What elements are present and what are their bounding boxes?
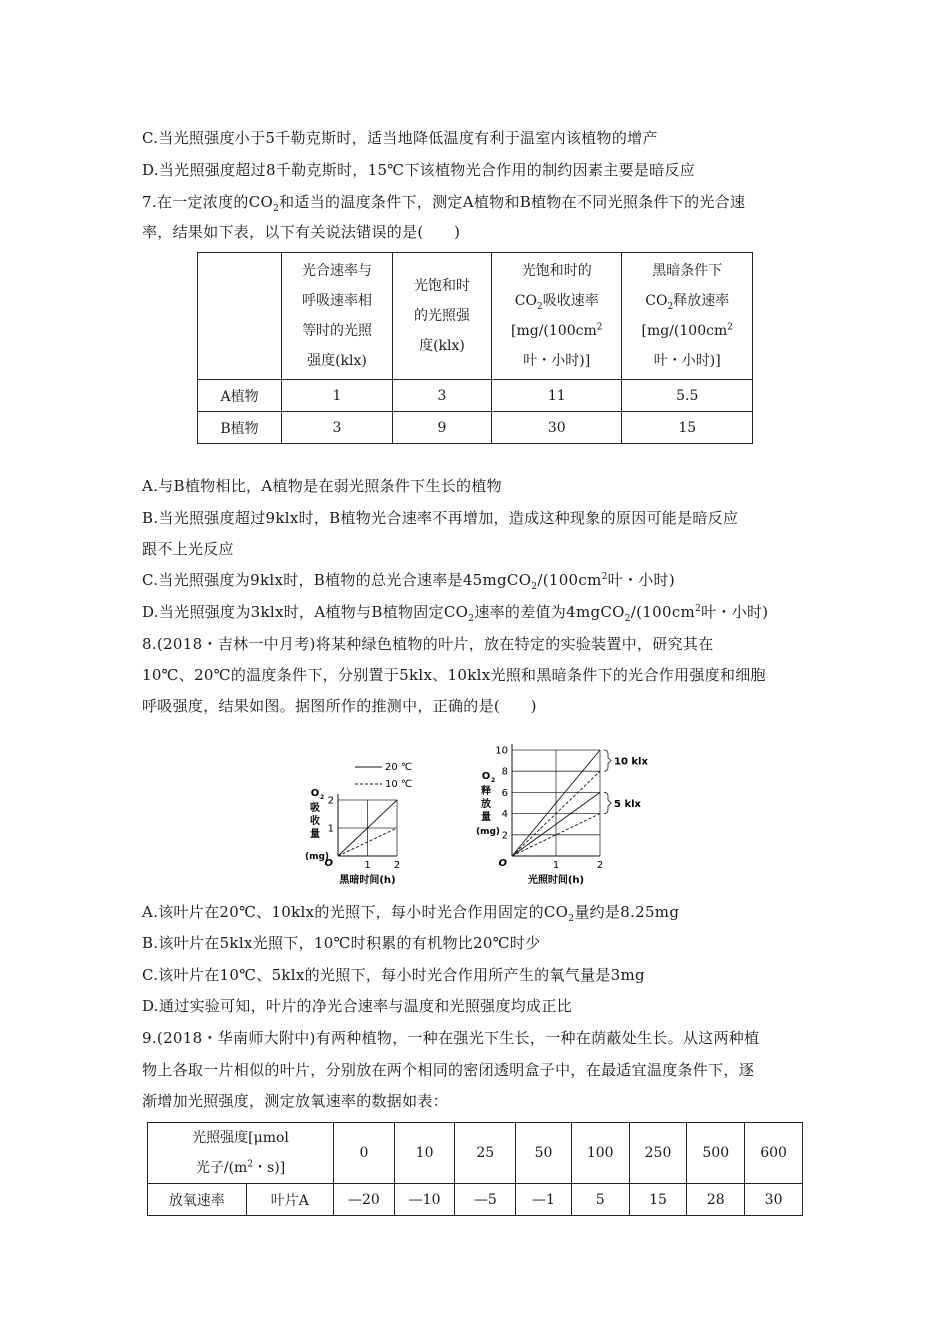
y-tick-label: 1: [327, 823, 334, 835]
light-release-chart: [470, 735, 660, 893]
q7-option-d: D.当光照强度为3klx时，A植物与B植物固定$CO_2$速率的差值为$4mgCO_2/(100cm^2$叶・小时): [142, 603, 769, 624]
table-cell: 0: [334, 1123, 395, 1184]
table-row: [148, 1184, 803, 1216]
table-cell: 500: [687, 1123, 745, 1184]
table-cell: 3: [282, 412, 393, 444]
table-cell: 10: [394, 1123, 455, 1184]
x-tick-label: 2: [596, 860, 604, 871]
table-cell: —5: [455, 1184, 516, 1216]
q8-option-b: B.该叶片在5klx光照下，10℃时积累的有机物比20℃时少: [142, 934, 541, 952]
brace-label: 10 klx: [614, 756, 648, 768]
q9-stem-line3: 渐增加光照强度，测定放氧速率的数据如表：: [142, 1092, 449, 1110]
x-axis-label: 光照时间(h): [527, 875, 585, 886]
table-cell: 30: [492, 412, 622, 444]
q7-col-header-2: 光饱和时 的光照强 度(klx): [392, 253, 491, 380]
table-cell: 11: [492, 380, 622, 412]
q7-option-b-line2: 跟不上光反应: [142, 540, 234, 558]
q7-stem-line1: 7.在一定浓度的$CO_2$和适当的温度条件下，测定A植物和B植物在不同光照条件下的光合速: [142, 193, 746, 214]
y-tick-label: 10: [495, 745, 508, 757]
q7-option-a: A.与B植物相比，A植物是在弱光照条件下生长的植物: [142, 477, 502, 495]
row-label: 放氧速率: [148, 1184, 247, 1216]
y-tick-label: 4: [501, 809, 508, 821]
y-axis-label: 量: [310, 829, 320, 840]
table-cell: —20: [334, 1184, 395, 1216]
brace-10klx: [604, 750, 611, 771]
table-cell: 28: [687, 1184, 745, 1216]
table-cell: 3: [392, 380, 491, 412]
q8-stem-line2: 10℃、20℃的温度条件下，分别置于5klx、10klx光照和黑暗条件下的光合作用强度和细胞: [142, 666, 766, 684]
q6-option-d: D.当光照强度超过8千勒克斯时，15℃下该植物光合作用的制约因素主要是暗反应: [142, 161, 696, 179]
table-row: [198, 412, 753, 444]
q6-option-c: C.当光照强度小于5千勒克斯时，适当地降低温度有利于温室内该植物的增产: [142, 129, 658, 147]
y-axis-label: 量: [481, 812, 491, 823]
brace-5klx: [604, 792, 611, 813]
table-cell: 1: [282, 380, 393, 412]
y-axis-label: (mg): [475, 827, 501, 837]
y-tick-label: 8: [501, 766, 508, 778]
table-cell: 9: [392, 412, 491, 444]
table-cell: 30: [745, 1184, 803, 1216]
q8-stem-line3: 呼吸强度，结果如图。据图所作的推测中，正确的是( ): [142, 697, 537, 715]
x-tick-label: 2: [393, 860, 401, 871]
dark-absorption-chart: [300, 752, 440, 892]
x-axis-label: 黑暗时间(h): [339, 875, 396, 886]
row-sublabel: 叶片A: [246, 1184, 334, 1216]
q8-stem-line1: 8.(2018・吉林一中月考)将某种绿色植物的叶片，放在特定的实验装置中，研究其在: [142, 635, 714, 653]
q9-stem-line1: 9.(2018・华南师大附中)有两种植物，一种在强光下生长，一种在荫蔽处生长。从这两种植: [142, 1029, 760, 1047]
table-cell: 15: [629, 1184, 687, 1216]
table-row: [198, 380, 753, 412]
table-cell: 250: [629, 1123, 687, 1184]
q7-option-b-line1: B.当光照强度超过9klx时，B植物光合速率不再增加，造成这种现象的原因可能是暗反应: [142, 509, 739, 527]
q7-table: [197, 252, 753, 444]
table-cell: —1: [516, 1184, 572, 1216]
q7-option-c: C.当光照强度为9klx时，B植物的总光合速率是$45mgCO_2/(100cm^2$叶・小时): [142, 571, 675, 592]
q8-option-d: D.通过实验可知，叶片的净光合速率与温度和光照强度均成正比: [142, 997, 572, 1015]
table-cell: 25: [455, 1123, 516, 1184]
legend-label: 20 ℃: [385, 762, 413, 773]
table-cell: 50: [516, 1123, 572, 1184]
y-axis-label-sub: 2: [320, 794, 325, 801]
y-tick-label: 6: [501, 787, 508, 799]
table-cell: 600: [745, 1123, 803, 1184]
table-cell: 5: [571, 1184, 629, 1216]
y-axis-label: 吸: [310, 803, 320, 814]
q9-table: [147, 1122, 803, 1216]
y-axis-label: O: [310, 788, 320, 799]
brace-label: 5 klx: [614, 799, 641, 810]
y-axis-label-sub: 2: [491, 777, 496, 784]
y-axis-label: (mg): [304, 852, 330, 862]
q8-option-a: A.该叶片在20℃、10klx的光照下，每小时光合作用固定的$CO_2$量约是8.25mg: [142, 903, 680, 924]
x-tick-label: 1: [552, 860, 560, 871]
q7-col-header-1: 光合速率与 呼吸速率相 等时的光照 强度(klx): [282, 253, 393, 380]
row-label: A植物: [198, 380, 282, 412]
x-tick-label: 1: [364, 860, 371, 871]
table-cell: 15: [622, 412, 753, 444]
q9-header-label: 光照强度[μmol 光子$/(m^2$・s)]: [148, 1123, 334, 1184]
y-axis-label: 收: [310, 816, 320, 827]
q7-col-header-3: 光饱和时的 $CO_2$吸收速率 [$mg/(100cm^2$ 叶・小时)]: [492, 253, 622, 380]
origin-label: O: [324, 858, 333, 869]
q8-option-c: C.该叶片在10℃、5klx的光照下，每小时光合作用所产生的氧气量是3mg: [142, 966, 645, 984]
y-axis-label: 放: [481, 799, 491, 810]
legend-label: 10 ℃: [385, 779, 413, 790]
table-cell: 5.5: [622, 380, 753, 412]
table-cell: 100: [571, 1123, 629, 1184]
table-cell: —10: [394, 1184, 455, 1216]
origin-label: O: [498, 858, 507, 869]
y-tick-label: 2: [501, 830, 508, 842]
row-label: B植物: [198, 412, 282, 444]
q7-stem-line2: 率，结果如下表，以下有关说法错误的是( ): [142, 223, 461, 241]
y-tick-label: 2: [327, 795, 334, 807]
y-axis-label: 释: [481, 786, 491, 797]
y-axis-label: O: [481, 771, 491, 782]
q9-stem-line2: 物上各取一片相似的叶片，分别放在两个相同的密闭透明盒子中，在最适宜温度条件下，逐: [142, 1061, 755, 1079]
q7-col-header-4: 黑暗条件下 $CO_2$释放速率 [$mg/(100cm^2$ 叶・小时)]: [622, 253, 753, 380]
